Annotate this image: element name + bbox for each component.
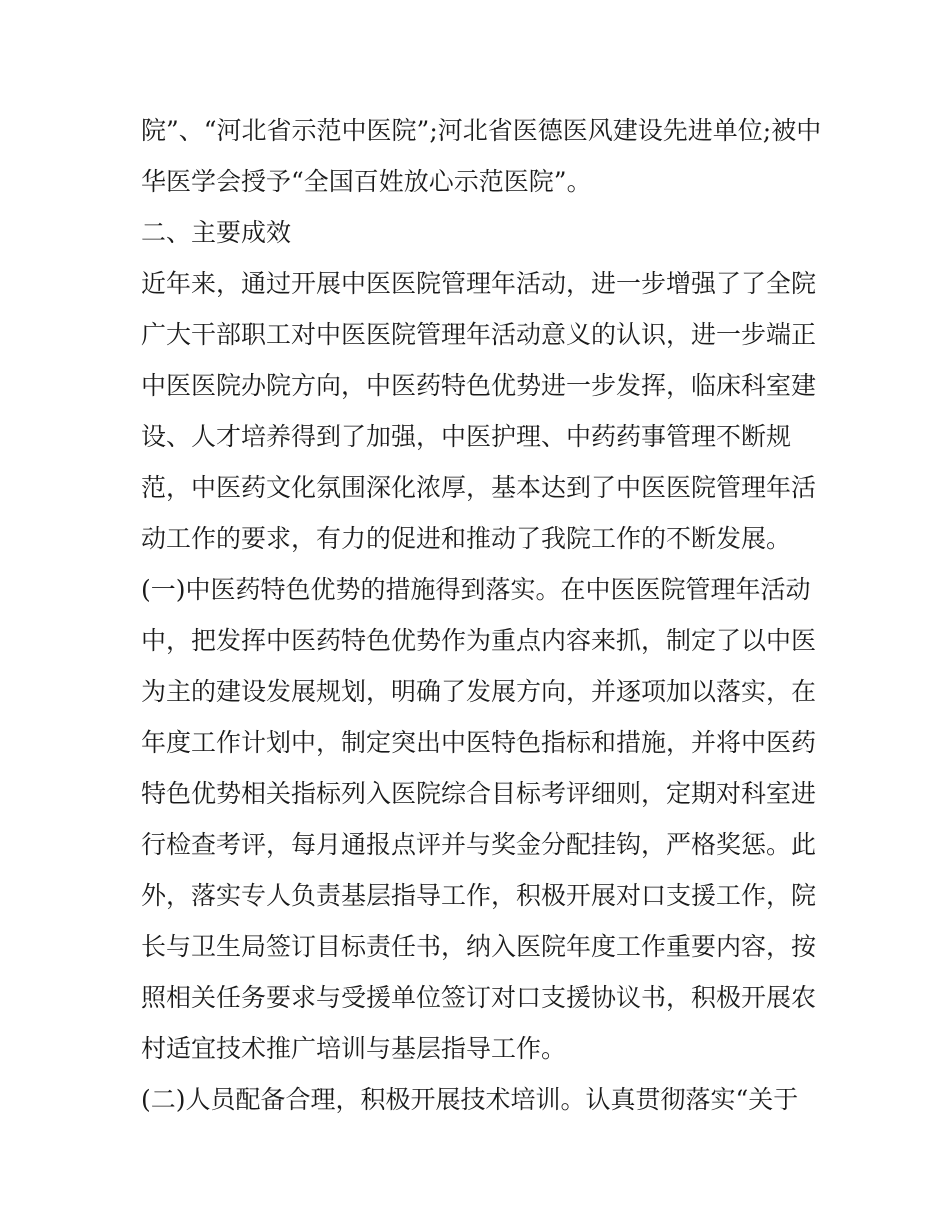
text-line: 华医学会授予“全国百姓放心示范医院”。 — [141, 167, 592, 196]
text-line: (二)人员配备合理，积极开展技术培训。认真贯彻落实“关于 — [141, 1085, 799, 1114]
text-line: 行检查考评，每月通报点评并与奖金分配挂钩，严格奖惩。此 — [141, 830, 817, 859]
text-line: 特色优势相关指标列入医院综合目标考评细则，定期对科室进 — [141, 779, 817, 808]
text-line: 外，落实专人负责基层指导工作，积极开展对口支援工作，院 — [141, 881, 817, 910]
text-line: 设、人才培养得到了加强，中医护理、中药药事管理不断规 — [141, 422, 792, 451]
text-line: 广大干部职工对中医医院管理年活动意义的认识，进一步端正 — [141, 320, 817, 349]
text-line: 近年来，通过开展中医医院管理年活动，进一步增强了了全院 — [141, 269, 817, 298]
text-line: 村适宜技术推广培训与基层指导工作。 — [141, 1034, 567, 1063]
section-heading: 二、主要成效 — [141, 218, 292, 247]
text-line: 院”、“河北省示范中医院”;河北省医德医风建设先进单位;被中 — [141, 116, 822, 145]
text-line: (一)中医药特色优势的措施得到落实。在中医医院管理年活动 — [141, 575, 811, 604]
text-line: 年度工作计划中，制定突出中医特色指标和措施，并将中医药 — [141, 728, 817, 757]
text-line: 中医医院办院方向，中医药特色优势进一步发挥，临床科室建 — [141, 371, 817, 400]
text-line: 照相关任务要求与受援单位签订对口支援协议书，积极开展农 — [141, 983, 817, 1012]
text-line: 范，中医药文化氛围深化浓厚，基本达到了中医医院管理年活 — [141, 473, 817, 502]
text-line: 动工作的要求，有力的促进和推动了我院工作的不断发展。 — [141, 524, 792, 553]
text-line: 长与卫生局签订目标责任书，纳入医院年度工作重要内容，按 — [141, 932, 817, 961]
text-line: 中，把发挥中医药特色优势作为重点内容来抓，制定了以中医 — [141, 626, 817, 655]
text-line: 为主的建设发展规划，明确了发展方向，并逐项加以落实，在 — [141, 677, 817, 706]
